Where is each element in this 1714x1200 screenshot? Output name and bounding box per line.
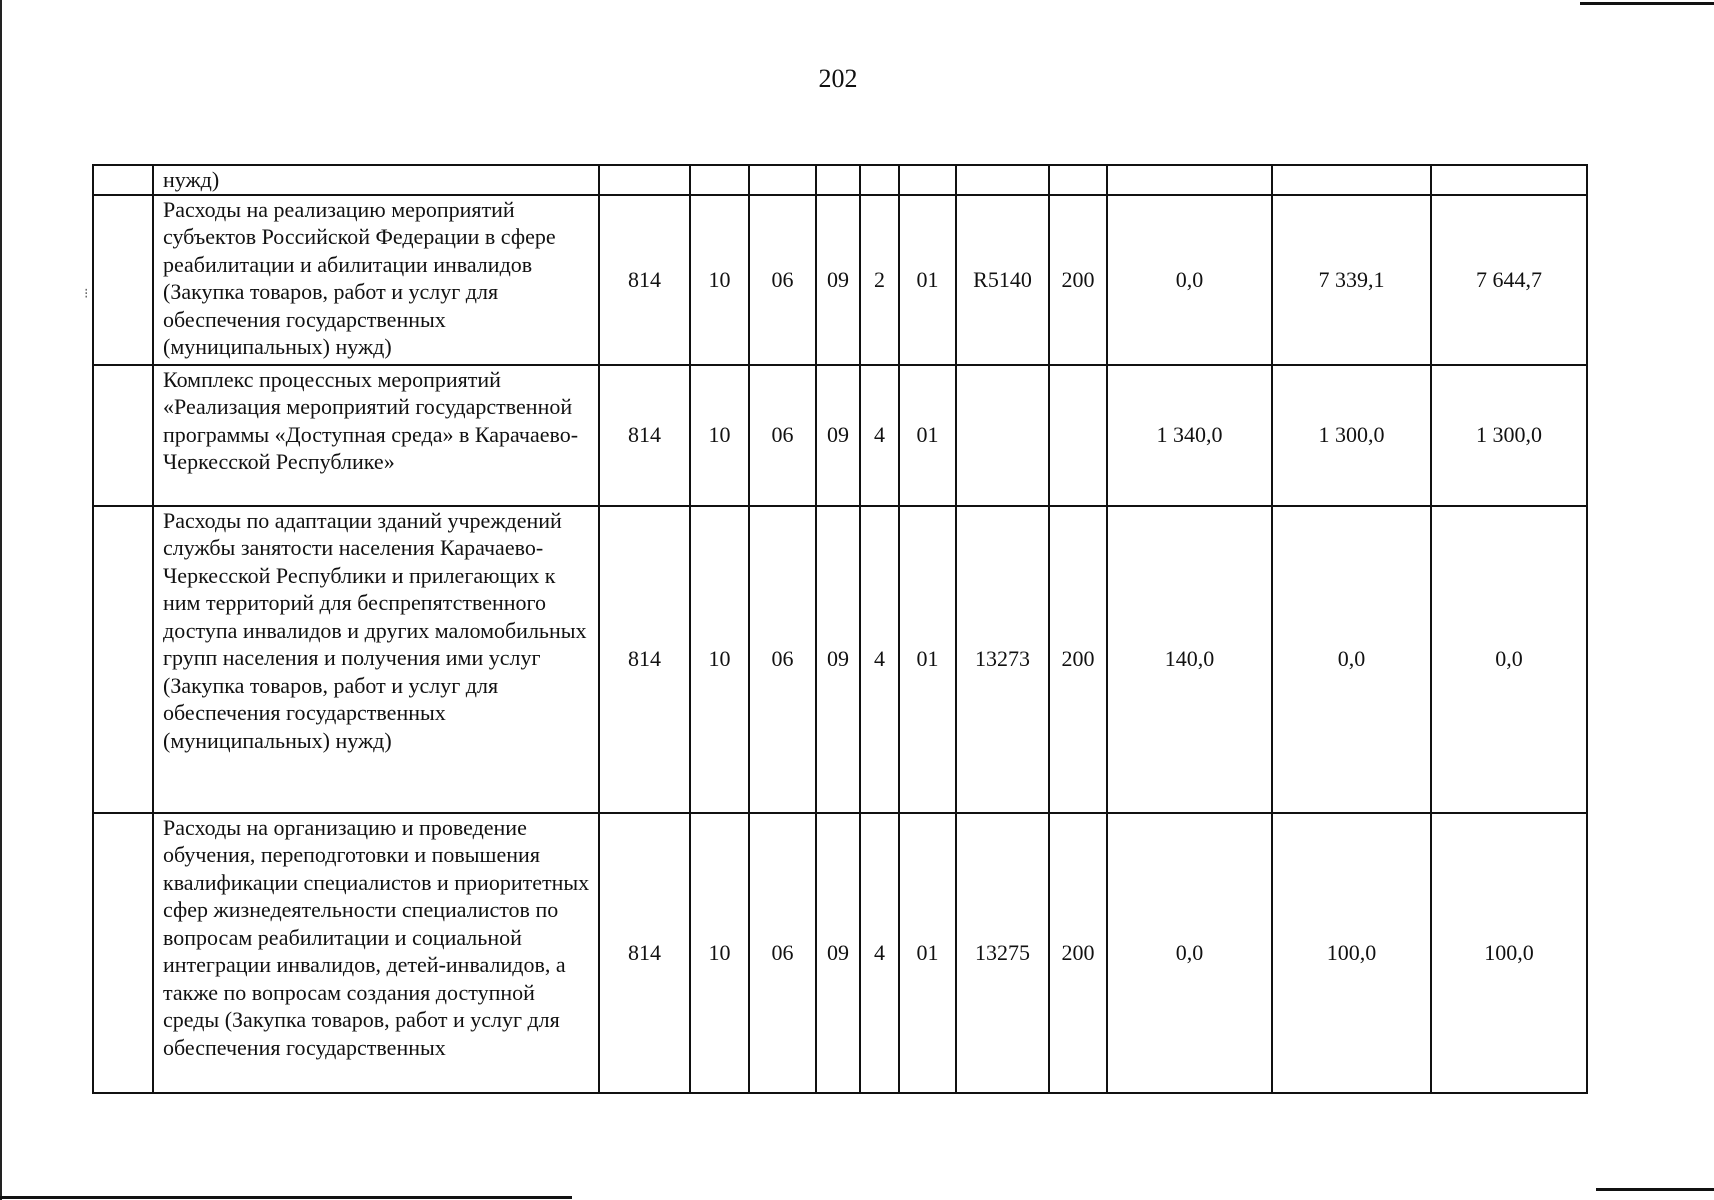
ministry-code-cell — [599, 165, 690, 195]
expense-type-cell — [1049, 365, 1107, 506]
section-code-cell — [690, 165, 749, 195]
table-row — [93, 813, 1587, 1093]
section-code-cell: 10 — [690, 813, 749, 1093]
amount-year-1-cell: 1 340,0 — [1107, 365, 1272, 506]
amount-year-3-cell: 100,0 — [1431, 813, 1587, 1093]
section-code-cell: 10 — [690, 365, 749, 506]
description-cell: нужд) — [153, 165, 599, 195]
amount-year-1-cell — [1107, 165, 1272, 195]
row-number-cell — [93, 506, 153, 813]
expense-type-cell: 200 — [1049, 195, 1107, 365]
subsection-code-cell: 06 — [749, 195, 816, 365]
table-row — [93, 165, 1587, 195]
amount-year-3-cell — [1431, 165, 1587, 195]
amount-year-3-cell: 1 300,0 — [1431, 365, 1587, 506]
expense-type-cell: 200 — [1049, 813, 1107, 1093]
row-number-cell — [93, 813, 153, 1093]
amount-year-2-cell: 0,0 — [1272, 506, 1431, 813]
subsection-code-cell: 06 — [749, 813, 816, 1093]
program-code-cell — [816, 165, 860, 195]
direction-code-cell — [956, 165, 1049, 195]
budget-table-body — [93, 165, 1587, 1093]
amount-year-2-cell: 1 300,0 — [1272, 365, 1431, 506]
subprogram-code-cell: 2 — [860, 195, 899, 365]
measure-code-cell: 01 — [899, 506, 956, 813]
program-code-cell: 09 — [816, 195, 860, 365]
amount-year-2-cell: 100,0 — [1272, 813, 1431, 1093]
section-code-cell: 10 — [690, 195, 749, 365]
page-number: 202 — [818, 64, 858, 93]
amount-year-2-cell — [1272, 165, 1431, 195]
direction-code-cell: 13275 — [956, 813, 1049, 1093]
expense-type-cell — [1049, 165, 1107, 195]
subsection-code-cell — [749, 165, 816, 195]
subsection-code-cell: 06 — [749, 365, 816, 506]
row-number-cell — [93, 165, 153, 195]
row-number-cell — [93, 195, 153, 365]
amount-year-3-cell: 7 644,7 — [1431, 195, 1587, 365]
table-row — [93, 506, 1587, 813]
program-code-cell: 09 — [816, 506, 860, 813]
amount-year-1-cell: 0,0 — [1107, 195, 1272, 365]
measure-code-cell: 01 — [899, 813, 956, 1093]
subprogram-code-cell: 4 — [860, 506, 899, 813]
scan-artifact-mark: ⁝ — [84, 287, 89, 302]
ministry-code-cell: 814 — [599, 506, 690, 813]
expense-type-cell: 200 — [1049, 506, 1107, 813]
scan-border-top-right — [1580, 2, 1714, 5]
amount-year-2-cell: 7 339,1 — [1272, 195, 1431, 365]
budget-table — [92, 164, 1588, 1094]
scan-border-bottom-left — [0, 1196, 572, 1199]
amount-year-1-cell: 0,0 — [1107, 813, 1272, 1093]
row-number-cell — [93, 365, 153, 506]
scan-border-left — [0, 0, 2, 1200]
table-row — [93, 365, 1587, 506]
description-cell: Расходы на организацию и проведение обучения, переподготовки и повышения квалификации специалистов и приоритетных сфер жизнедеятельности специалистов по вопросам реабилитации и социальной интеграции инвалидов, детей-инвалидов, а также по вопросам создания доступной среды (Закупка товаров, работ и услуг для обеспечения государственных — [153, 813, 599, 1093]
subprogram-code-cell: 4 — [860, 365, 899, 506]
ministry-code-cell: 814 — [599, 813, 690, 1093]
measure-code-cell: 01 — [899, 365, 956, 506]
direction-code-cell — [956, 365, 1049, 506]
direction-code-cell: 13273 — [956, 506, 1049, 813]
amount-year-1-cell: 140,0 — [1107, 506, 1272, 813]
program-code-cell: 09 — [816, 813, 860, 1093]
subprogram-code-cell: 4 — [860, 813, 899, 1093]
ministry-code-cell: 814 — [599, 365, 690, 506]
description-cell: Расходы на реализацию мероприятий субъектов Российской Федерации в сфере реабилитации и абилитации инвалидов (Закупка товаров, работ и услуг для обеспечения государственных (муниципальных) нужд) — [153, 195, 599, 365]
ministry-code-cell: 814 — [599, 195, 690, 365]
table-row — [93, 195, 1587, 365]
scan-border-bottom-right — [1596, 1188, 1714, 1191]
description-cell: Расходы по адаптации зданий учреждений службы занятости населения Карачаево-Черкесской Республики и прилегающих к ним территорий для беспрепятственного доступа инвалидов и других маломобильных групп населения и получения ими услуг (Закупка товаров, работ и услуг для обеспечения государственных (муниципальных) нужд) — [153, 506, 599, 813]
description-cell: Комплекс процессных мероприятий «Реализация мероприятий государственной программы «Доступная среда» в Карачаево-Черкесской Республике» — [153, 365, 599, 506]
section-code-cell: 10 — [690, 506, 749, 813]
measure-code-cell: 01 — [899, 195, 956, 365]
subsection-code-cell: 06 — [749, 506, 816, 813]
direction-code-cell: R5140 — [956, 195, 1049, 365]
subprogram-code-cell — [860, 165, 899, 195]
measure-code-cell — [899, 165, 956, 195]
amount-year-3-cell: 0,0 — [1431, 506, 1587, 813]
program-code-cell: 09 — [816, 365, 860, 506]
